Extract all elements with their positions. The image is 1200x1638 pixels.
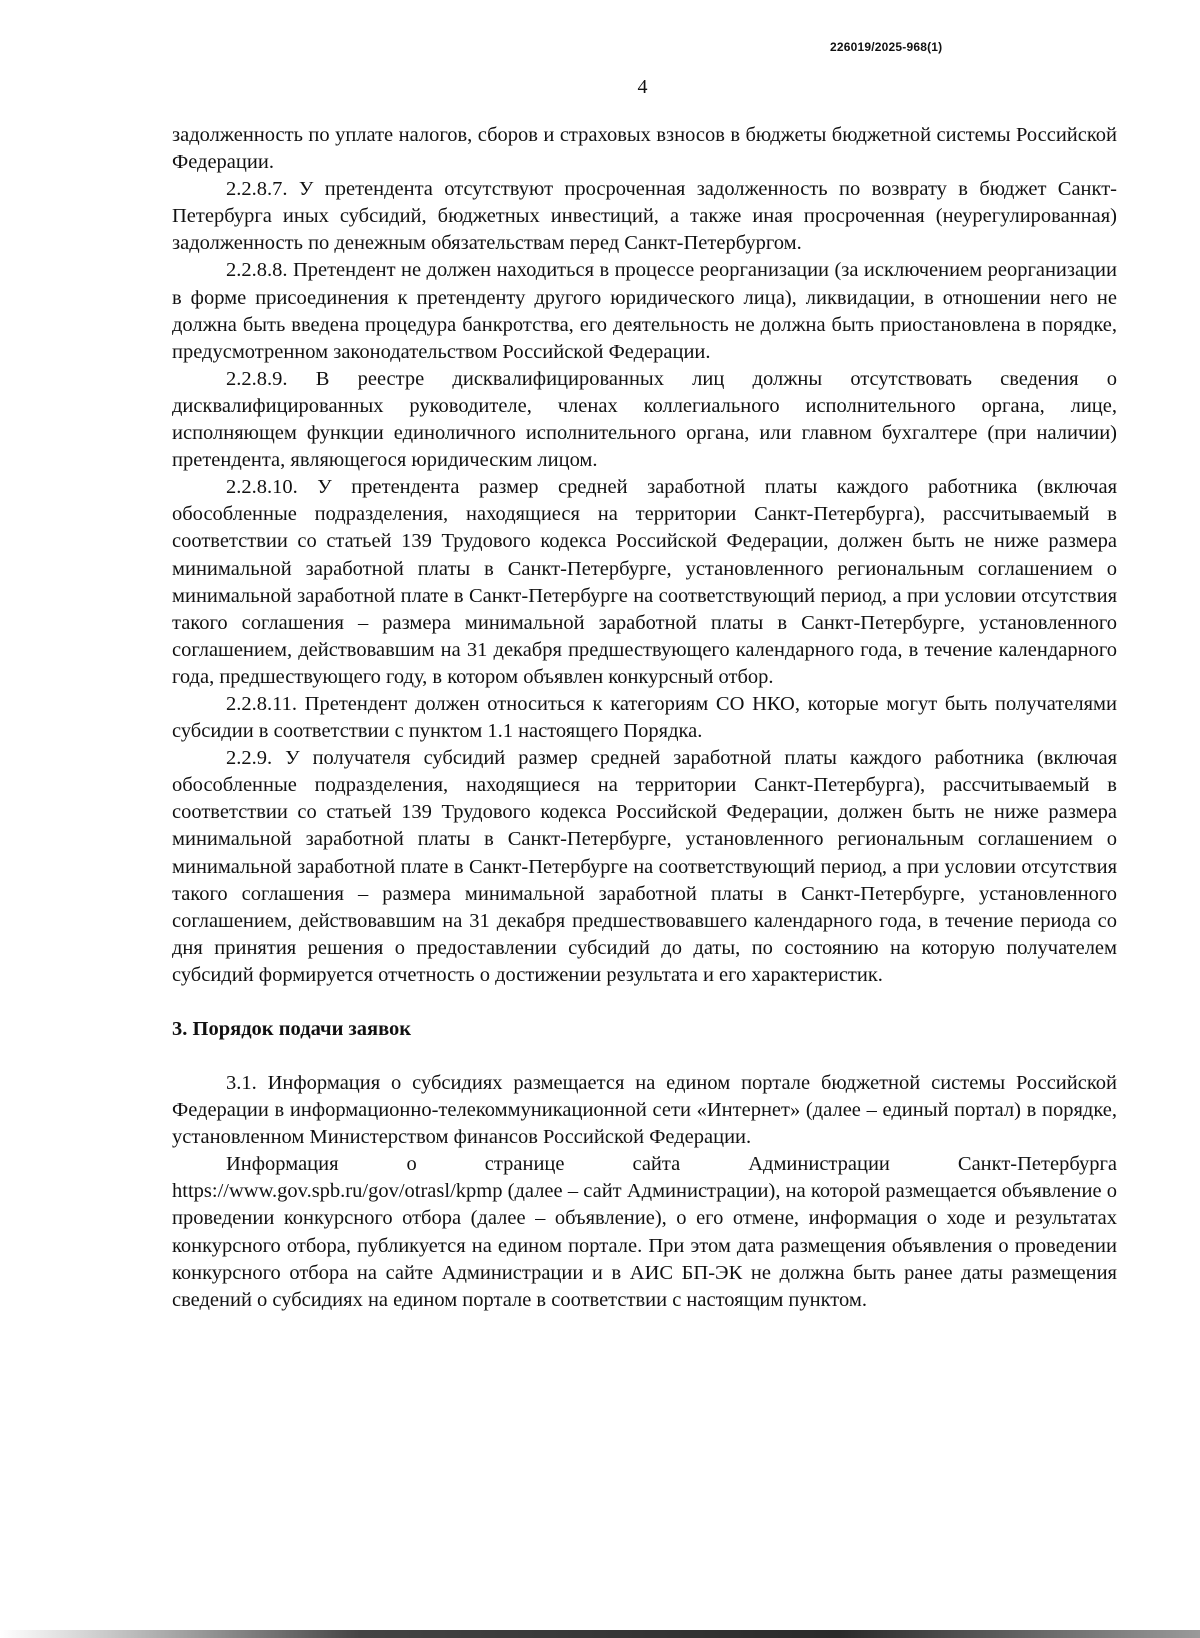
- paragraph-2-2-8-8: 2.2.8.8. Претендент не должен находиться в процессе реорганизации (за исключением реорганизации в форме присоединения к претенденту другого юридического лица), ликвидации, в отношении него не должна быть введена процедура банкротства, его деятельность не должна быть приостановлена в порядке, предусмотренном законодательством Российской Федерации.: [172, 259, 1117, 363]
- paragraph-2-2-8-11: 2.2.8.11. Претендент должен относиться к категориям СО НКО, которые могут быть получателями субсидии в соответствии с пунктом 1.1 настоящего Порядка.: [172, 692, 1117, 743]
- paragraph-2-2-9: 2.2.9. У получателя субсидий размер средней заработной платы каждого работника (включая обособленные подразделения, находящиеся на территории Санкт-Петербурга), рассчитываемый в соответствии со статьей 139 Трудового кодекса Российской Федерации, должен быть не ниже размера минимальной заработной платы в Санкт-Петербурге, установленного региональным соглашением о минимальной заработной плате в Санкт-Петербурге на соответствующий период, а при условии отсутствия такого соглашения – размера минимальной заработной платы в Санкт-Петербурге, установленного соглашением, действовавшим на 31 декабря предшествовавшего календарного года, в течение периода со дня принятия решения о предоставлении субсидий до даты, по состоянию на которую получателем субсидий формируется отчетность о достижении результата и его характеристик.: [172, 747, 1117, 986]
- page-number: 4: [637, 76, 648, 98]
- scan-edge-shadow: [0, 1630, 1200, 1638]
- document-body: [172, 122, 1117, 1314]
- paragraph-3-1: 3.1. Информация о субсидиях размещается на едином портале бюджетной системы Российской Федерации в информационно-телекоммуникационной сети «Интернет» (далее – единый портал) в порядке, установленном Министерством финансов Российской Федерации.: [172, 1072, 1117, 1149]
- paragraph-continuation: задолженность по уплате налогов, сборов и страховых взносов в бюджеты бюджетной системы Российской Федерации.: [172, 124, 1117, 174]
- paragraph-3-1-info: Информация о странице сайта Администрации Санкт-Петербурга https://www.gov.spb.ru/gov/otrasl/kpmp (далее – сайт Администрации), на которой размещается объявление о проведении конкурсного отбора (далее – объявление), о его отмене, информация о ходе и результатах конкурсного отбора, публикуется на едином портале. При этом дата размещения объявления о проведении конкурсного отбора на сайте Администрации и в АИС БП-ЭК не должна быть ранее даты размещения сведений о субсидиях на едином портале в соответствии с настоящим пунктом.: [172, 1153, 1117, 1311]
- spacer: [172, 989, 1117, 1016]
- paragraph-2-2-8-9: 2.2.8.9. В реестре дисквалифицированных лиц должны отсутствовать сведения о дисквалифицированных руководителе, членах коллегиального исполнительного органа, лице, исполняющем функции единоличного исполнительного органа, или главном бухгалтере (при наличии) претендента, являющегося юридическим лицом.: [172, 367, 1117, 472]
- section-heading: 3. Порядок подачи заявок: [172, 1018, 412, 1040]
- spacer: [172, 1043, 1117, 1070]
- paragraph-2-2-8-10: 2.2.8.10. У претендента размер средней заработной платы каждого работника (включая обособленные подразделения, находящиеся на территории Санкт-Петербурга), рассчитываемый в соответствии со статьей 139 Трудового кодекса Российской Федерации, должен быть не ниже размера минимальной заработной платы в Санкт-Петербурге, установленного региональным соглашением о минимальной заработной плате в Санкт-Петербурге на соответствующий период, а при условии отсутствия такого соглашения – размера минимальной заработной платы в Санкт-Петербурге, установленного соглашением, действовавшим на 31 декабря предшествующего календарного года, в течение календарного года, предшествующего году, в котором объявлен конкурсный отбор.: [172, 476, 1117, 688]
- document-registration-number: 226019/2025-968(1): [830, 40, 943, 54]
- paragraph-2-2-8-7: 2.2.8.7. У претендента отсутствуют просроченная задолженность по возврату в бюджет Санкт-Петербурга иных субсидий, бюджетных инвестиций, а также иная просроченная (неурегулированная) задолженность по денежным обязательствам перед Санкт-Петербургом.: [172, 178, 1117, 255]
